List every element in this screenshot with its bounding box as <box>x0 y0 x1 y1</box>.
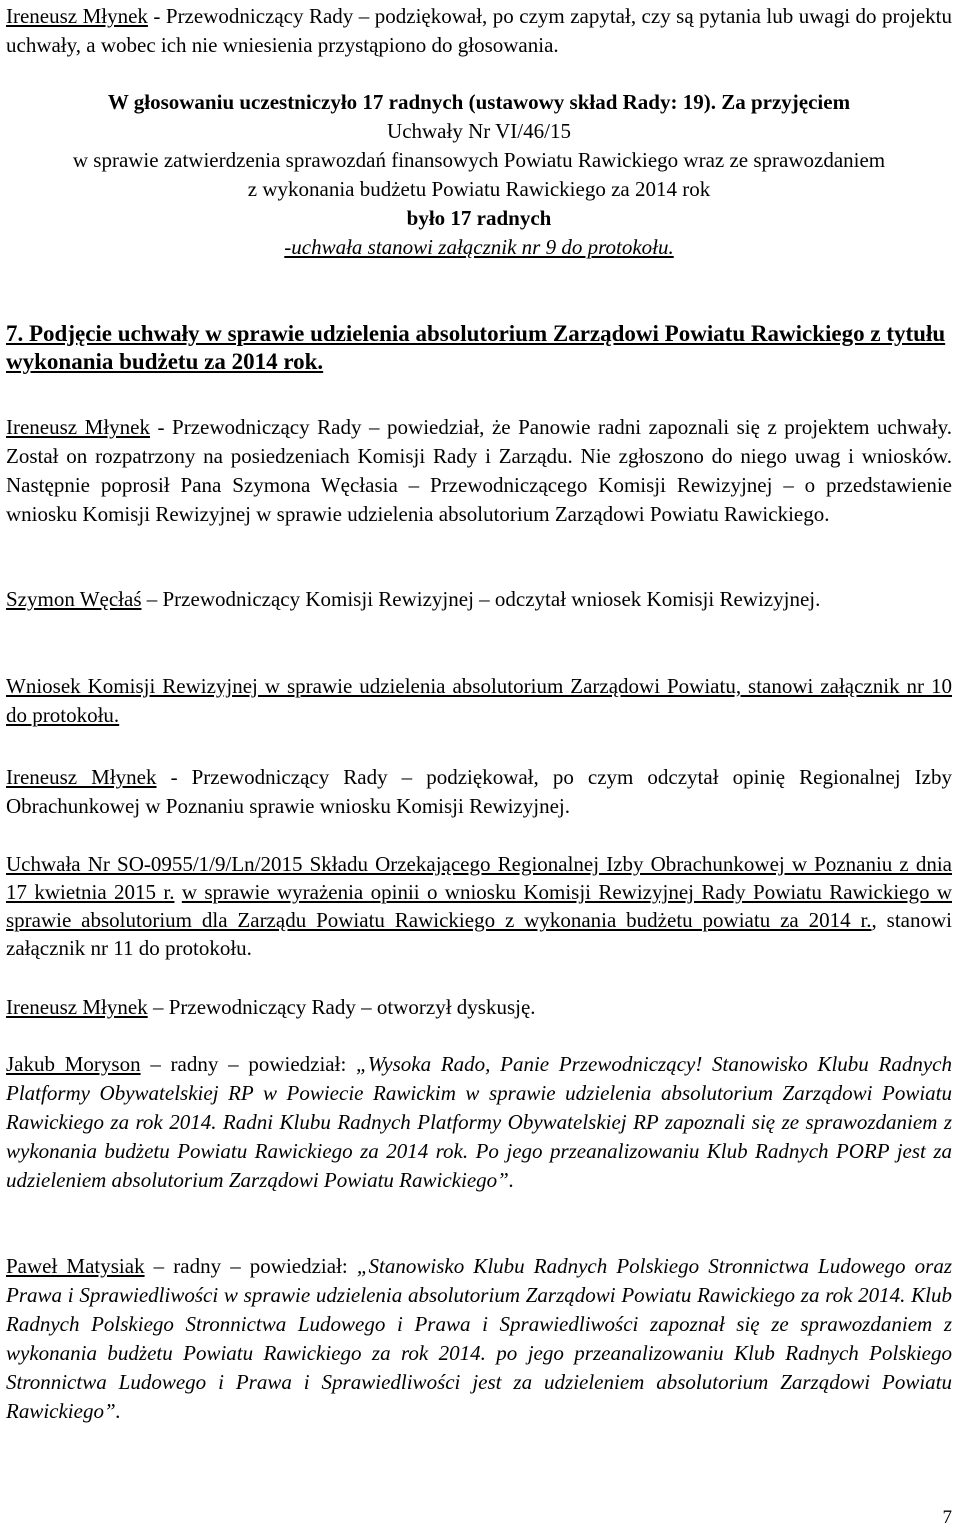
paragraph-committee-motion: Wniosek Komisji Rewizyjnej w sprawie udzielenia absolutorium Zarządowi Powiatu, stanowi załącznik nr 10 do protokołu. <box>6 674 952 727</box>
speaker-name: Ireneusz Młynek <box>6 765 157 789</box>
attachment-note: -uchwała stanowi załącznik nr 9 do protokołu. <box>284 235 674 259</box>
page-number: 7 <box>942 1507 952 1528</box>
paragraph-text: – radny – powiedział: <box>140 1052 357 1076</box>
speaker-name: Ireneusz Młynek <box>6 995 148 1019</box>
paragraph-text: , stanowi załącznik nr 11 do protokołu. <box>6 908 953 960</box>
paragraph-committee-chair <box>6 585 952 614</box>
resolution-subject-reference: w sprawie wyrażenia opinii o wniosku Komisji Rewizyjnej Rady Powiatu Rawickiego w sprawie absolutorium dla Zarządu Powiatu Rawickiego z wykonania budżetu powiatu za 2014 r. <box>6 880 953 932</box>
paragraph-text: - Przewodniczący Rady – podziękował, po czym zapytał, czy są pytania lub uwagi do projektu uchwały, a wobec ich nie wniesienia przystąpiono do głosowania. <box>6 4 953 57</box>
section-heading: 7. Podjęcie uchwały w sprawie udzielenia absolutorium Zarządowi Powiatu Rawickiego z tytułu wykonania budżetu za 2014 rok. <box>6 321 946 374</box>
paragraph-rio-opinion-intro <box>6 763 952 821</box>
speaker-name: Szymon Węcłaś <box>6 587 142 611</box>
paragraph-discussion-open <box>6 993 952 1022</box>
paragraph-text: – Przewodniczący Rady – otworzył dyskusję. <box>147 995 536 1019</box>
vote-result: było 17 radnych <box>406 206 552 230</box>
paragraph-vote-intro <box>6 2 952 60</box>
quoted-statement: „Wysoka Rado, Panie Przewodniczący! Stanowisko Klubu Radnych Platformy Obywatelskiej RP w Powiecie Rawickim w sprawie udzielenia absolutorium Zarządowi Powiatu Rawickiego za rok 2014. Radni Klubu Radnych Platformy Obywatelskiej RP zapoznali się ze sprawozdaniem z wykonania budżetu Powiatu Rawickiego za 2014 rok. Po jego przeanalizowaniu Klub Radnych PORP jest za udzieleniem absolutorium Zarządowi Powiatu Rawickiego”. <box>6 1052 952 1192</box>
vote-for-label: Za przyjęciem <box>715 90 851 114</box>
resolution-reference: Uchwała Nr SO-0955/1/9/Ln/2015 Składu Orzekającego Regionalnej Izby Obrachunkowej w Poznaniu z dnia 17 kwietnia 2015 r. <box>6 852 952 904</box>
resolution-subject: w sprawie zatwierdzenia sprawozdań finansowych Powiatu Rawickiego wraz ze sprawozdaniem z wykonania budżetu Powiatu Rawickiego za 2014 rok <box>72 148 886 201</box>
speaker-name: Ireneusz Młynek <box>6 415 150 439</box>
paragraph-text: - Przewodniczący Rady – podziękował, po czym odczytał opinię Regionalnej Izby Obrachunkowej w Poznaniu sprawie wniosku Komisji Rewizyjnej. <box>6 765 952 818</box>
paragraph-po-statement <box>6 1050 952 1195</box>
quoted-statement: „Stanowisko Klubu Radnych Polskiego Stronnictwa Ludowego oraz Prawa i Sprawiedliwości w sprawie udzielenia absolutorium Zarządowi Powiatu Rawickiego za rok 2014. Klub Radnych Polskiego Stronnictwa Ludowego i Prawa i Sprawiedliwości zapoznał się ze sprawozdaniem z wykonania budżetu Powiatu Rawickiego za rok 2014. po jego przeanalizowaniu Klub Radnych Polskiego Stronnictwa Ludowego i Prawa i Sprawiedliwości jest za udzieleniem absolutorium Zarządowi Powiatu Rawickiego”. <box>6 1254 952 1423</box>
speaker-name: Ireneusz Młynek <box>6 4 148 28</box>
vote-summary <box>6 88 952 262</box>
speaker-name: Jakub Moryson <box>6 1052 141 1076</box>
paragraph-text: – Przewodniczący Komisji Rewizyjnej – odczytał wniosek Komisji Rewizyjnej. <box>141 587 821 611</box>
paragraph-rio-resolution <box>6 850 952 962</box>
paragraph-text: – radny – powiedział: <box>144 1254 357 1278</box>
paragraph-chair-statement <box>6 413 952 529</box>
speaker-name: Paweł Matysiak <box>6 1254 145 1278</box>
vote-participants: W głosowaniu uczestniczyło 17 radnych (ustawowy skład Rady: 19). <box>107 90 716 114</box>
paragraph-psl-pis-statement <box>6 1252 952 1426</box>
resolution-title: Uchwały Nr VI/46/15 <box>387 119 571 143</box>
paragraph-text: - Przewodniczący Rady – powiedział, że Panowie radni zapoznali się z projektem uchwały. Został on rozpatrzony na posiedzeniach Komisji Rady i Zarządu. Nie zgłoszono do niego uwag i wniosków. Następnie poprosił Pana Szymona Węcłasia – Przewodniczącego Komisji Rewizyjnej – o przedstawienie wniosku Komisji Rewizyjnej w sprawie udzielenia absolutorium Zarządowi Powiatu Rawickiego. <box>6 415 952 526</box>
vote-line <box>6 88 952 117</box>
